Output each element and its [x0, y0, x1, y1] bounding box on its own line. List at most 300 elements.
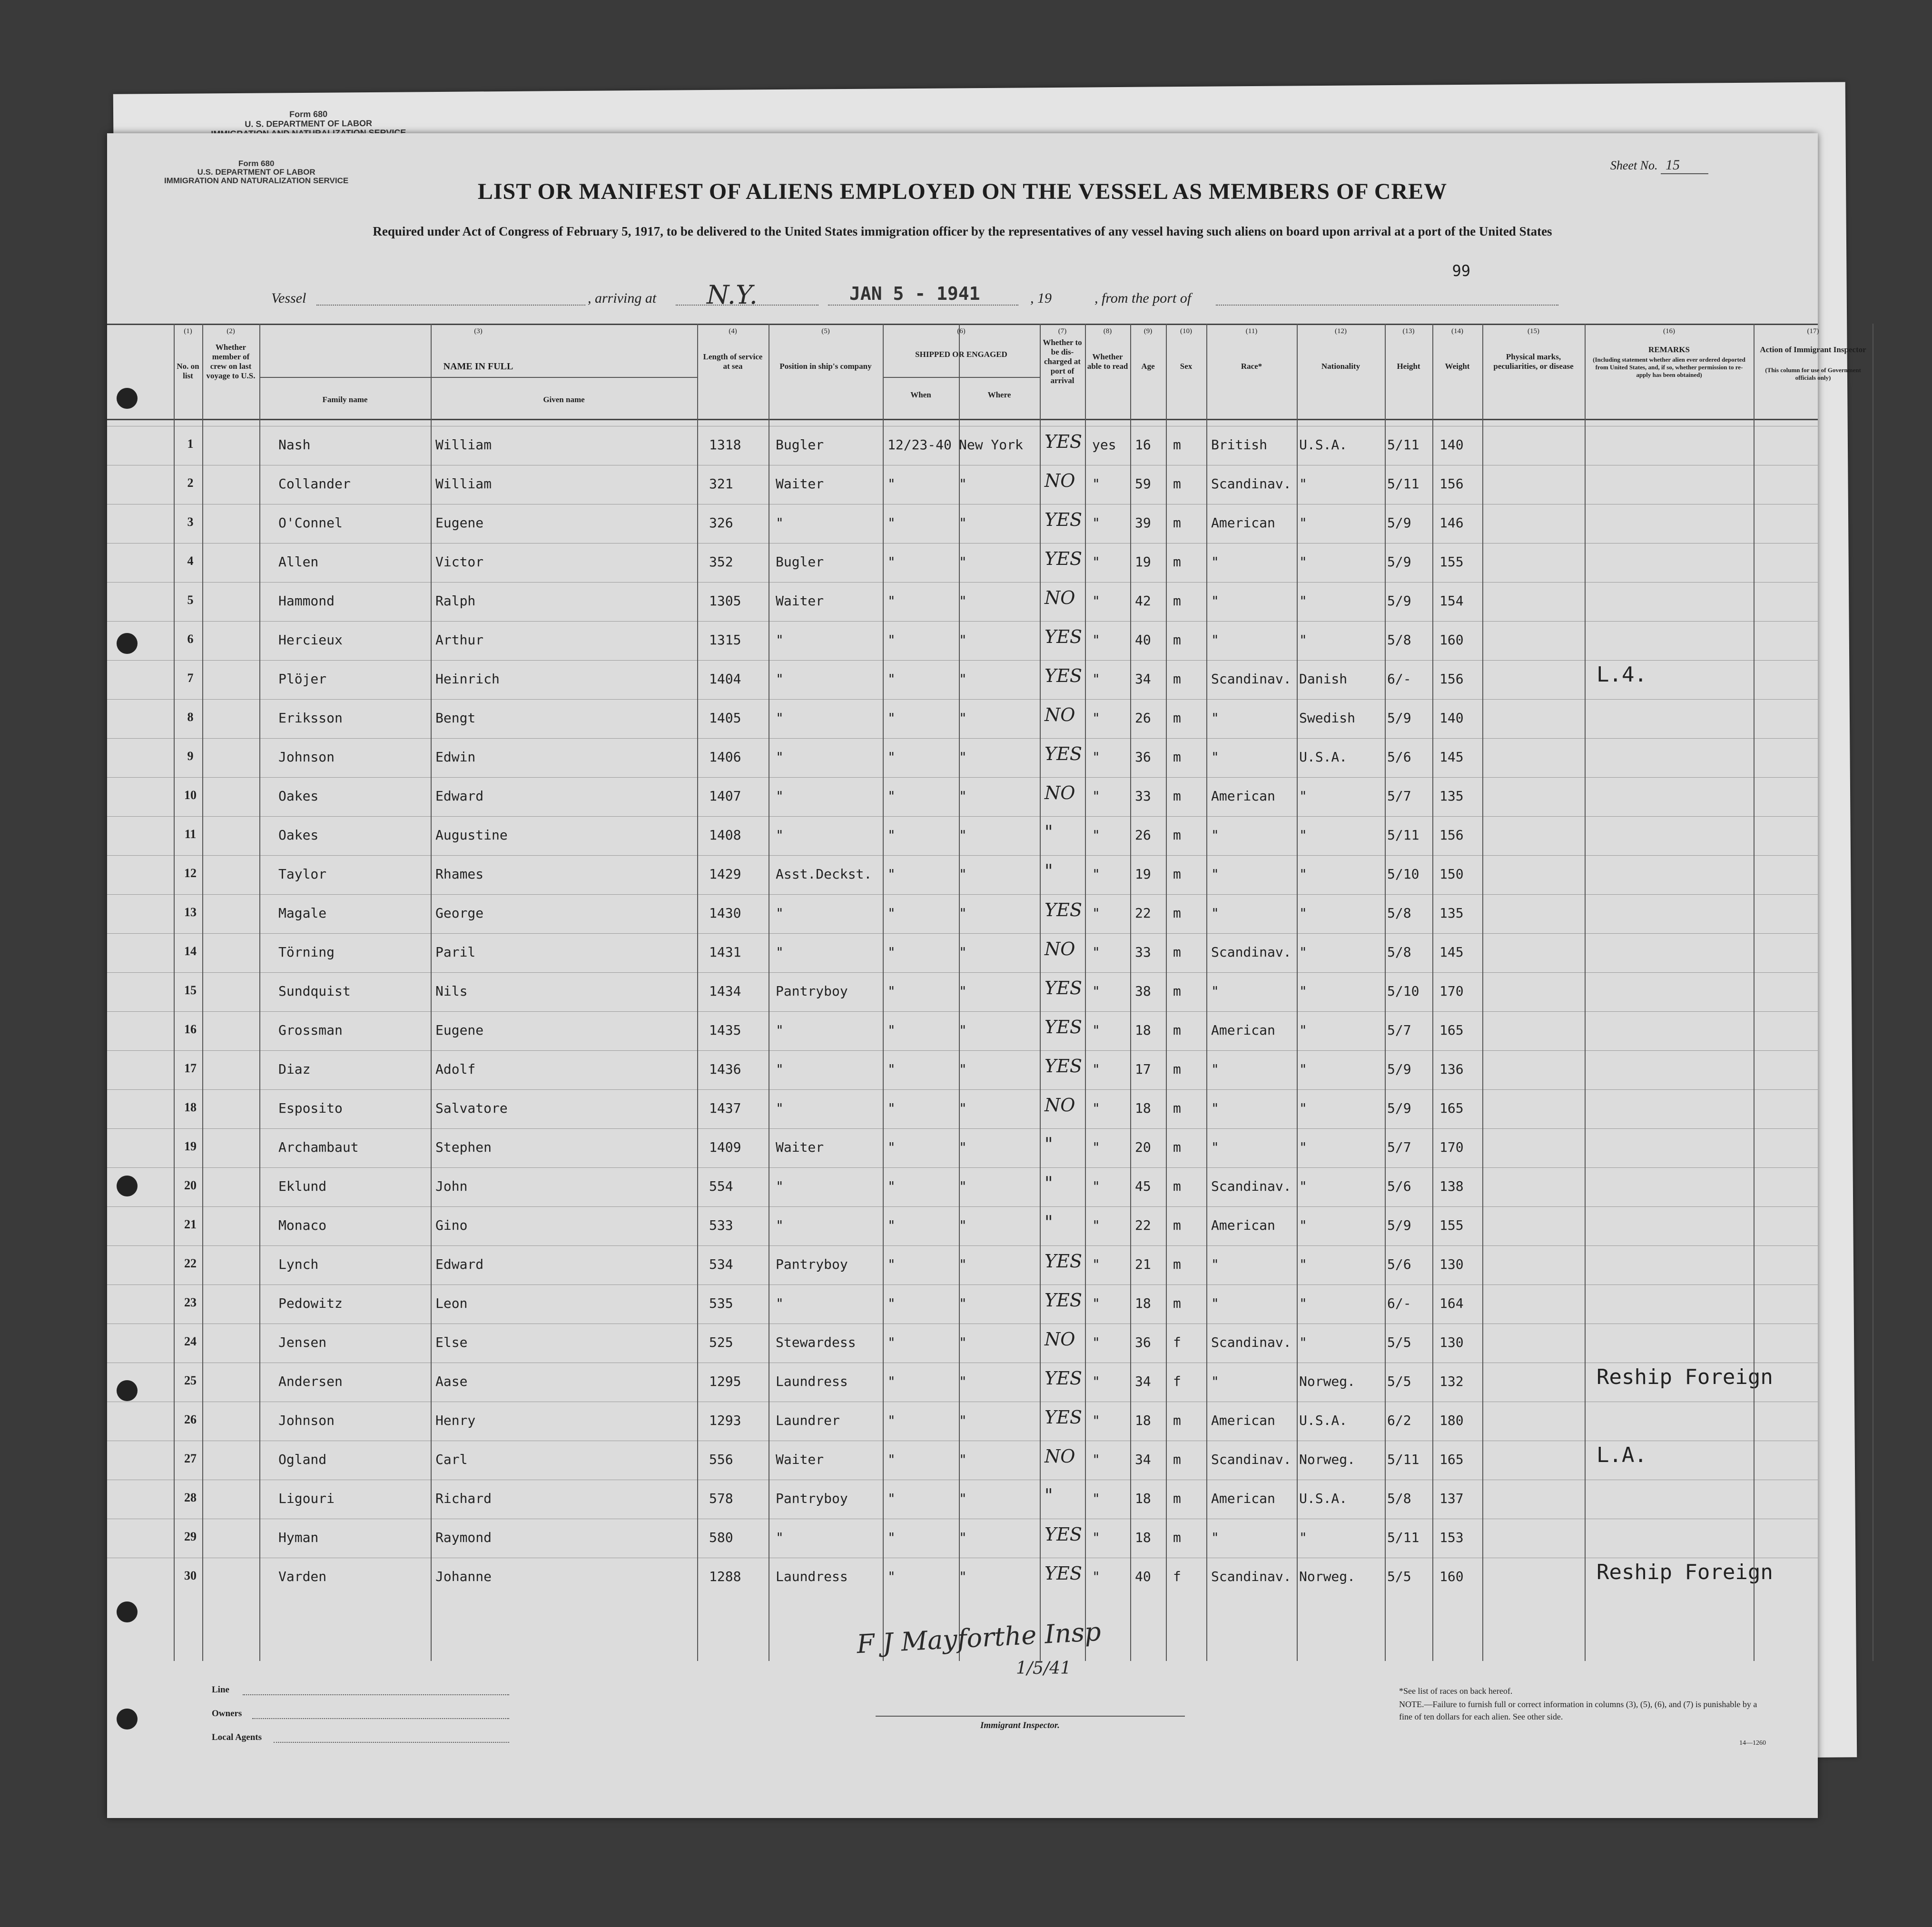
- cell-nationality: ": [1299, 1256, 1307, 1272]
- cell-where: ": [959, 1100, 967, 1116]
- cell-position: ": [776, 827, 784, 843]
- cell-family: Plöjer: [278, 671, 327, 687]
- cell-when: ": [887, 827, 896, 843]
- cell-no: 24: [184, 1334, 197, 1348]
- cell-sex: m: [1173, 788, 1181, 804]
- cell-when: ": [887, 983, 896, 999]
- cell-race: ": [1211, 593, 1219, 609]
- col-header-physical: Physical marks, peculiarities, or disease: [1493, 352, 1574, 371]
- cell-remarks: Reship Foreign: [1597, 1560, 1773, 1584]
- cell-where: ": [959, 515, 967, 531]
- cell-given: Johanne: [435, 1569, 492, 1584]
- cell-race: ": [1211, 554, 1219, 570]
- cell-read: ": [1092, 1100, 1100, 1116]
- cell-race: American: [1211, 1217, 1275, 1233]
- cell-discharged: ": [1045, 1485, 1053, 1506]
- cell-race: ": [1211, 827, 1219, 843]
- cell-age: 40: [1135, 1569, 1151, 1584]
- cell-when: ": [887, 1569, 896, 1584]
- cell-no: 12: [184, 866, 197, 880]
- cell-race: Scandinav.: [1211, 1569, 1291, 1584]
- footer-owners-label: Owners: [212, 1709, 242, 1719]
- cell-where: ": [959, 905, 967, 921]
- cell-race: ": [1211, 1374, 1219, 1389]
- cell-nationality: ": [1299, 632, 1307, 648]
- cell-no: 26: [184, 1413, 197, 1426]
- cell-read: ": [1092, 1374, 1100, 1389]
- cell-age: 18: [1135, 1100, 1151, 1116]
- cell-where: ": [959, 1139, 967, 1155]
- col-num-14: (14): [1451, 327, 1463, 335]
- cell-where: ": [959, 1022, 967, 1038]
- cell-service: 1435: [709, 1022, 741, 1038]
- cell-sex: m: [1173, 1217, 1181, 1233]
- table-row: [107, 1519, 1818, 1558]
- cell-age: 34: [1135, 1374, 1151, 1389]
- cell-sex: m: [1173, 710, 1181, 726]
- cell-sex: f: [1173, 1374, 1181, 1389]
- cell-where: ": [959, 749, 967, 765]
- cell-family: Ligouri: [278, 1491, 335, 1506]
- cell-family: O'Connel: [278, 515, 343, 531]
- cell-race: British: [1211, 437, 1268, 453]
- cell-no: 18: [184, 1100, 197, 1114]
- cell-read: ": [1092, 749, 1100, 765]
- cell-sex: m: [1173, 866, 1181, 882]
- cell-weight: 170: [1439, 983, 1464, 999]
- table-row: [107, 1480, 1818, 1519]
- arriving-value: N.Y.: [707, 280, 758, 310]
- cell-discharged: YES: [1045, 1290, 1082, 1311]
- cell-service: 578: [709, 1491, 733, 1506]
- footer-agents-label: Local Agents: [212, 1732, 262, 1742]
- cell-nationality: U.S.A.: [1299, 437, 1348, 453]
- cell-age: 21: [1135, 1256, 1151, 1272]
- cell-read: ": [1092, 1022, 1100, 1038]
- cell-where: ": [959, 476, 967, 492]
- arriving-label: , arriving at: [588, 290, 657, 306]
- cell-sex: m: [1173, 554, 1181, 570]
- cell-when: ": [887, 671, 896, 687]
- cell-family: Hyman: [278, 1530, 319, 1545]
- cell-family: Allen: [278, 554, 319, 570]
- cell-discharged: NO: [1045, 1095, 1075, 1116]
- table-row: [107, 777, 1818, 817]
- cell-weight: 180: [1439, 1413, 1464, 1428]
- cell-nationality: ": [1299, 788, 1307, 804]
- cell-nationality: ": [1299, 1295, 1307, 1311]
- cell-when: ": [887, 1491, 896, 1506]
- cell-service: 1431: [709, 944, 741, 960]
- cell-nationality: ": [1299, 905, 1307, 921]
- cell-family: Hammond: [278, 593, 335, 609]
- cell-no: 20: [184, 1178, 197, 1192]
- col-num-17: (17): [1807, 327, 1819, 335]
- cell-service: 554: [709, 1178, 733, 1194]
- cell-no: 10: [184, 788, 197, 802]
- cell-age: 38: [1135, 983, 1151, 999]
- col-num-9: (9): [1143, 327, 1153, 335]
- cell-weight: 155: [1439, 554, 1464, 570]
- cell-read: ": [1092, 1413, 1100, 1428]
- cell-discharged: YES: [1045, 1056, 1082, 1077]
- cell-family: Eklund: [278, 1178, 327, 1194]
- cell-sex: m: [1173, 1530, 1181, 1545]
- col-header-no: No. on list: [177, 362, 199, 380]
- hole-punch: [117, 1380, 138, 1401]
- cell-discharged: NO: [1045, 939, 1075, 959]
- cell-position: ": [776, 515, 784, 531]
- cell-height: 5/10: [1387, 983, 1419, 999]
- cell-nationality: ": [1299, 515, 1307, 531]
- cell-given: Leon: [435, 1295, 468, 1311]
- cell-when: ": [887, 788, 896, 804]
- cell-given: Salvatore: [435, 1100, 508, 1116]
- cell-race: American: [1211, 1491, 1275, 1506]
- table-row: [107, 1402, 1818, 1441]
- cell-no: 25: [184, 1374, 197, 1387]
- cell-discharged: NO: [1045, 1329, 1075, 1350]
- cell-given: Edwin: [435, 749, 476, 765]
- cell-position: ": [776, 944, 784, 960]
- cell-weight: 140: [1439, 710, 1464, 726]
- col-num-11: (11): [1245, 327, 1258, 335]
- cell-age: 45: [1135, 1178, 1151, 1194]
- cell-nationality: U.S.A.: [1299, 749, 1348, 765]
- cell-read: ": [1092, 944, 1100, 960]
- cell-read: ": [1092, 1334, 1100, 1350]
- cell-nationality: ": [1299, 554, 1307, 570]
- cell-when: ": [887, 710, 896, 726]
- table-row: [107, 660, 1818, 700]
- cell-weight: 170: [1439, 1139, 1464, 1155]
- table-row: [107, 1050, 1818, 1090]
- col-num-6: (6): [957, 327, 966, 335]
- cell-no: 6: [187, 632, 194, 646]
- cell-read: ": [1092, 1178, 1100, 1194]
- cell-sex: m: [1173, 593, 1181, 609]
- cell-no: 15: [184, 983, 197, 997]
- cell-age: 18: [1135, 1530, 1151, 1545]
- cell-family: Andersen: [278, 1374, 343, 1389]
- cell-discharged: YES: [1045, 431, 1082, 452]
- cell-when: ": [887, 476, 896, 492]
- cell-service: 1305: [709, 593, 741, 609]
- cell-given: Bengt: [435, 710, 476, 726]
- cell-no: 23: [184, 1295, 197, 1309]
- cell-service: 580: [709, 1530, 733, 1545]
- cell-height: 5/9: [1387, 1061, 1411, 1077]
- col-num-8: (8): [1103, 327, 1112, 335]
- cell-nationality: ": [1299, 944, 1307, 960]
- cell-age: 26: [1135, 710, 1151, 726]
- cell-where: New York: [959, 437, 1023, 453]
- cell-where: ": [959, 983, 967, 999]
- cell-read: ": [1092, 1491, 1100, 1506]
- cell-no: 13: [184, 905, 197, 919]
- cell-service: 326: [709, 515, 733, 531]
- form-number: Form 680: [238, 159, 275, 168]
- cell-given: Paril: [435, 944, 476, 960]
- cell-race: ": [1211, 710, 1219, 726]
- cell-height: 5/11: [1387, 1530, 1419, 1545]
- col-num-15: (15): [1528, 327, 1539, 335]
- cell-when: ": [887, 905, 896, 921]
- col-num-12: (12): [1335, 327, 1347, 335]
- cell-no: 27: [184, 1452, 197, 1465]
- cell-height: 5/5: [1387, 1569, 1411, 1584]
- back-form-number: Form 680: [289, 109, 328, 119]
- hole-punch: [117, 1601, 138, 1622]
- cell-when: ": [887, 1139, 896, 1155]
- cell-given: George: [435, 905, 484, 921]
- cell-height: 5/10: [1387, 866, 1419, 882]
- table-row: [107, 543, 1818, 583]
- cell-no: 5: [187, 593, 194, 607]
- cell-position: ": [776, 905, 784, 921]
- from-port-blank: [1216, 305, 1558, 306]
- vessel-label: Vessel: [271, 290, 306, 306]
- cell-where: ": [959, 554, 967, 570]
- cell-when: ": [887, 1178, 896, 1194]
- cell-weight: 156: [1439, 827, 1464, 843]
- table-row: [107, 426, 1818, 465]
- cell-remarks: L.4.: [1597, 662, 1647, 687]
- cell-weight: 145: [1439, 749, 1464, 765]
- cell-age: 17: [1135, 1061, 1151, 1077]
- cell-read: ": [1092, 1569, 1100, 1584]
- cell-family: Törning: [278, 944, 335, 960]
- cell-no: 3: [187, 515, 194, 529]
- cell-when: ": [887, 1295, 896, 1311]
- cell-given: Carl: [435, 1452, 468, 1467]
- cell-service: 1404: [709, 671, 741, 687]
- cell-height: 5/11: [1387, 476, 1419, 492]
- cell-age: 20: [1135, 1139, 1151, 1155]
- cell-sex: m: [1173, 1100, 1181, 1116]
- cell-discharged: ": [1045, 1173, 1053, 1194]
- cell-read: ": [1092, 515, 1100, 531]
- cell-discharged: YES: [1045, 665, 1082, 686]
- cell-no: 11: [184, 827, 197, 841]
- cell-service: 1318: [709, 437, 741, 453]
- sheet-number: [1610, 157, 1708, 174]
- cell-position: ": [776, 1022, 784, 1038]
- cell-no: 28: [184, 1491, 197, 1504]
- cell-when: ": [887, 554, 896, 570]
- cell-where: ": [959, 1295, 967, 1311]
- cell-read: ": [1092, 1295, 1100, 1311]
- cell-given: Richard: [435, 1491, 492, 1506]
- cell-height: 5/6: [1387, 1178, 1411, 1194]
- cell-family: Collander: [278, 476, 351, 492]
- cell-sex: m: [1173, 1061, 1181, 1077]
- cell-no: 14: [184, 944, 197, 958]
- date-blank: [828, 305, 1018, 306]
- col-header-remarks-note: (Including statement whether alien ever ordered deported from United States, and, if so, whether permission to re-apply has been obtained): [1593, 356, 1745, 378]
- cell-nationality: ": [1299, 1022, 1307, 1038]
- cell-position: Bugler: [776, 554, 824, 570]
- cell-weight: 165: [1439, 1022, 1464, 1038]
- cell-where: ": [959, 1452, 967, 1467]
- cell-when: ": [887, 1256, 896, 1272]
- cell-sex: m: [1173, 944, 1181, 960]
- col-header-action-note: (This column for use of Government officials only): [1765, 366, 1861, 381]
- cell-discharged: YES: [1045, 509, 1082, 530]
- cell-discharged: YES: [1045, 626, 1082, 647]
- cell-position: ": [776, 1061, 784, 1077]
- cell-weight: 154: [1439, 593, 1464, 609]
- cell-read: ": [1092, 1139, 1100, 1155]
- cell-position: Laundress: [776, 1374, 848, 1389]
- cell-weight: 156: [1439, 671, 1464, 687]
- cell-when: ": [887, 866, 896, 882]
- cell-height: 5/7: [1387, 1139, 1411, 1155]
- cell-position: Laundrer: [776, 1413, 840, 1428]
- cell-age: 18: [1135, 1022, 1151, 1038]
- cell-family: Diaz: [278, 1061, 311, 1077]
- cell-discharged: YES: [1045, 1251, 1082, 1272]
- cell-family: Taylor: [278, 866, 327, 882]
- cell-read: ": [1092, 632, 1100, 648]
- cell-nationality: U.S.A.: [1299, 1413, 1348, 1428]
- table-row: [107, 1324, 1818, 1363]
- cell-discharged: NO: [1045, 704, 1075, 725]
- manifest-sheet: [107, 133, 1866, 1818]
- cell-sex: m: [1173, 749, 1181, 765]
- cell-position: Laundress: [776, 1569, 848, 1584]
- cell-where: ": [959, 1217, 967, 1233]
- col-header-age: Age: [1141, 362, 1155, 371]
- cell-discharged: YES: [1045, 1368, 1082, 1389]
- cell-weight: 135: [1439, 905, 1464, 921]
- table-row: [107, 816, 1818, 856]
- cell-where: ": [959, 671, 967, 687]
- cell-family: Sundquist: [278, 983, 351, 999]
- cell-discharged: NO: [1045, 1446, 1075, 1467]
- cell-sex: m: [1173, 1022, 1181, 1038]
- cell-position: ": [776, 1178, 784, 1194]
- cell-sex: m: [1173, 1452, 1181, 1467]
- sheet-number-value: 15: [1661, 157, 1708, 174]
- cell-sex: m: [1173, 476, 1181, 492]
- cell-race: ": [1211, 1139, 1219, 1155]
- table-row: [107, 1285, 1818, 1324]
- cell-given: Victor: [435, 554, 484, 570]
- cell-sex: f: [1173, 1334, 1181, 1350]
- cell-given: John: [435, 1178, 468, 1194]
- cell-when: ": [887, 515, 896, 531]
- cell-weight: 130: [1439, 1334, 1464, 1350]
- cell-race: Scandinav.: [1211, 476, 1291, 492]
- col-header-last-voyage: Whether member of crew on last voyage to U.S.: [206, 343, 256, 380]
- cell-when: ": [887, 1217, 896, 1233]
- table-row: [107, 504, 1818, 544]
- cell-given: Heinrich: [435, 671, 500, 687]
- cell-service: 1407: [709, 788, 741, 804]
- cell-no: 19: [184, 1139, 197, 1153]
- table-row: [107, 1363, 1818, 1402]
- cell-height: 5/8: [1387, 632, 1411, 648]
- cell-race: ": [1211, 983, 1219, 999]
- cell-where: ": [959, 710, 967, 726]
- cell-height: 5/9: [1387, 710, 1411, 726]
- cell-age: 26: [1135, 827, 1151, 843]
- cell-height: 6/2: [1387, 1413, 1411, 1428]
- cell-service: 534: [709, 1256, 733, 1272]
- cell-position: Waiter: [776, 1139, 824, 1155]
- footer-race-note: *See list of races on back hereof.: [1399, 1686, 1513, 1696]
- cell-sex: m: [1173, 1413, 1181, 1428]
- cell-weight: 164: [1439, 1295, 1464, 1311]
- cell-discharged: YES: [1045, 1524, 1082, 1545]
- cell-position: Waiter: [776, 593, 824, 609]
- cell-where: ": [959, 632, 967, 648]
- cell-discharged: YES: [1045, 899, 1082, 920]
- cell-weight: 140: [1439, 437, 1464, 453]
- cell-weight: 145: [1439, 944, 1464, 960]
- cell-age: 40: [1135, 632, 1151, 648]
- cell-family: Oakes: [278, 827, 319, 843]
- from-port-label: , from the port of: [1094, 290, 1192, 306]
- table-row: [107, 933, 1818, 973]
- cell-read: ": [1092, 1256, 1100, 1272]
- cell-no: 7: [187, 671, 194, 685]
- col-header-sex: Sex: [1180, 362, 1193, 371]
- cell-height: 6/-: [1387, 1295, 1411, 1311]
- cell-when: ": [887, 1100, 896, 1116]
- table-row: [107, 1089, 1818, 1129]
- cell-height: 5/8: [1387, 905, 1411, 921]
- cell-race: ": [1211, 1256, 1219, 1272]
- cell-when: ": [887, 632, 896, 648]
- cell-race: Scandinav.: [1211, 1178, 1291, 1194]
- cell-nationality: ": [1299, 827, 1307, 843]
- cell-age: 33: [1135, 944, 1151, 960]
- cell-family: Oakes: [278, 788, 319, 804]
- cell-family: Hercieux: [278, 632, 343, 648]
- cell-sex: m: [1173, 827, 1181, 843]
- cell-sex: m: [1173, 1295, 1181, 1311]
- cell-race: ": [1211, 1100, 1219, 1116]
- cell-read: ": [1092, 827, 1100, 843]
- vessel-blank: [316, 305, 585, 306]
- cell-when: ": [887, 1334, 896, 1350]
- cell-age: 36: [1135, 1334, 1151, 1350]
- cell-read: ": [1092, 1061, 1100, 1077]
- cell-when: ": [887, 749, 896, 765]
- cell-nationality: ": [1299, 1530, 1307, 1545]
- cell-service: 533: [709, 1217, 733, 1233]
- form-service: IMMIGRATION AND NATURALIZATION SERVICE: [164, 176, 349, 185]
- hole-punch: [117, 1709, 138, 1729]
- cell-sex: m: [1173, 671, 1181, 687]
- col-header-where: Where: [987, 390, 1011, 399]
- cell-where: ": [959, 593, 967, 609]
- col-header-given: Given name: [543, 395, 585, 404]
- cell-where: ": [959, 1334, 967, 1350]
- cell-no: 22: [184, 1256, 197, 1270]
- cell-age: 18: [1135, 1295, 1151, 1311]
- table-row: [107, 972, 1818, 1012]
- cell-race: American: [1211, 515, 1275, 531]
- col-num-16: (16): [1663, 327, 1675, 335]
- cell-position: ": [776, 710, 784, 726]
- cell-read: ": [1092, 866, 1100, 882]
- cell-age: 19: [1135, 866, 1151, 882]
- cell-position: Pantryboy: [776, 983, 848, 999]
- cell-read: ": [1092, 1452, 1100, 1467]
